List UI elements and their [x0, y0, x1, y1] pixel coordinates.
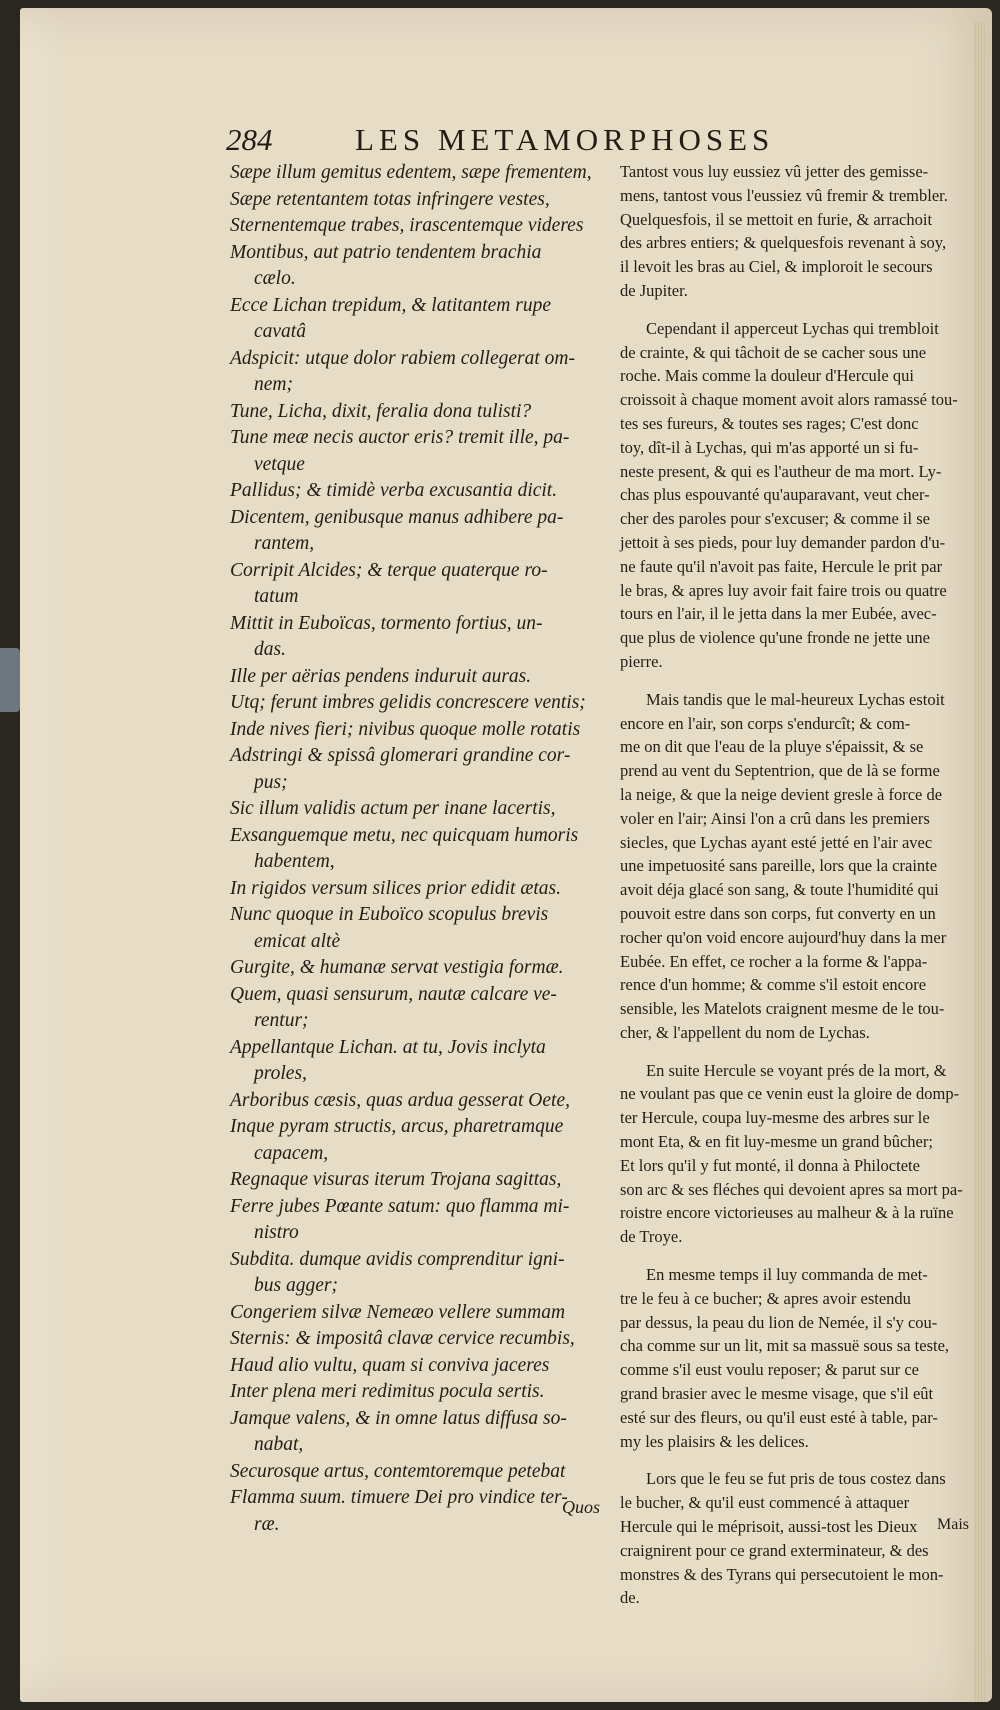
latin-verse-line: cælo.	[254, 268, 296, 289]
french-text-line: pierre.	[620, 651, 663, 671]
french-text-line: ter Hercule, coupa luy-mesme des arbres sur le	[620, 1108, 930, 1128]
french-text-line: En mesme temps il luy commanda de met-	[646, 1265, 928, 1285]
french-text-line: Quelquesfois, il se mettoit en furie, & arrachoit	[620, 209, 933, 229]
french-text-line: sensible, les Matelots craignent mesme de le tou-	[620, 999, 945, 1019]
french-text-line: de crainte, & qui tâchoit de se cacher sous une	[620, 342, 927, 362]
latin-verse-line: bus agger;	[254, 1275, 338, 1296]
french-text-line: prend au vent du Septentrion, que de là se forme	[620, 761, 940, 781]
page-header	[0, 122, 1000, 162]
latin-verse-line: Flamma suum. timuere Dei pro vindice ter-	[230, 1487, 568, 1508]
french-text-line: pouvoit estre dans son corps, fut converty en un	[620, 903, 936, 923]
latin-verse-line: Ille per aërias pendens induruit auras.	[230, 665, 532, 687]
latin-verse-line: emicat altè	[254, 930, 341, 952]
latin-verse-line: Montibus, aut patrio tendentem brachia	[230, 241, 542, 263]
french-text-line: comme s'il eust voulu reposer; & parut sur ce	[620, 1360, 919, 1380]
latin-verse-line: Tune meæ necis auctor eris? tremit ille, pa-	[230, 427, 570, 448]
french-text-line: cher, & l'appellent du nom de Lychas.	[620, 1022, 870, 1042]
latin-verse-line: In rigidos versum silices prior edidit ætas.	[230, 877, 561, 899]
french-paragraph	[620, 1467, 972, 1610]
french-catchword: Mais	[937, 1516, 969, 1533]
latin-verse-line: Nunc quoque in Euboïco scopulus brevis	[230, 904, 549, 925]
french-paragraph	[620, 1059, 972, 1249]
latin-verse-line: nistro	[254, 1222, 299, 1243]
latin-verse-line: Sternis: & impositâ clavæ cervice recumbis,	[230, 1328, 575, 1349]
french-text-line: tes ses fureurs, & toutes ses rages; C'est donc	[620, 413, 919, 433]
latin-verse-line: Haud alio vultu, quam si convivа jaceres	[230, 1354, 550, 1376]
latin-verse-line: pus;	[254, 771, 288, 793]
french-text-line: encore en l'air, son corps s'endurcît; & com-	[620, 713, 911, 733]
latin-verse-line: das.	[254, 639, 286, 660]
french-text-line: ne faute qu'il n'avoit pas faite, Hercule le prit par	[620, 556, 943, 576]
french-text-line: Lors que le feu se fut pris de tous costez dans	[646, 1469, 946, 1489]
latin-verse-line: Adspicit: utque dolor rabiem collegerat om-	[230, 347, 575, 369]
french-text-line: siecles, que Lychas ayant esté jetté en l'air avec	[620, 832, 933, 852]
french-text-line: grand brasier avec le mesme visage, que s'il eût	[620, 1384, 934, 1404]
latin-verse-line: Congeriem silvæ Nemeæo vellere summam	[230, 1301, 566, 1323]
french-text-line: monstres & des Tyrans qui persecutoient le mon-	[620, 1564, 944, 1584]
latin-verse-line: Dicentem, genibusque manus adhibere pa-	[230, 506, 564, 528]
page-number: 284	[226, 122, 273, 157]
french-text-line: par dessus, la peau du lion de Nemée, il s'y cou-	[620, 1312, 938, 1332]
latin-verse-line: Sternentemque trabes, irascentemque videres	[230, 215, 584, 236]
french-paragraph	[620, 688, 972, 1045]
french-text-line: Et lors qu'il y fut monté, il donna à Philoctete	[620, 1155, 920, 1175]
french-text-line: Mais tandis que le mal-heureux Lychas estoit	[646, 689, 945, 709]
latin-verse-line: Corripit Alcides; & terque quaterque ro-	[230, 559, 548, 581]
latin-verse-line: proles,	[254, 1063, 307, 1084]
french-text-line: toy, dît-il à Lychas, qui m'as apporté un si fu-	[620, 437, 919, 457]
french-text-line: que plus de violence qu'une fronde ne jette une	[620, 628, 930, 648]
french-text-line: avoit déja glacé son sang, & toute l'humidité qui	[620, 880, 939, 900]
french-text-line: la neige, & que la neige devient gresle à force de	[620, 784, 943, 804]
french-text-line: mont Eta, & en fit luy-mesme un grand bûcher;	[620, 1132, 933, 1152]
french-text-line: de Troye.	[620, 1227, 683, 1247]
french-text-line: me on dit que l'eau de la pluye s'épaissit, & se	[620, 737, 924, 757]
french-text-line: des arbres entiers; & quelquesfois revenant à soy,	[620, 233, 947, 253]
french-text-line: cher des paroles pour s'excuser; & comme il se	[620, 509, 930, 529]
french-text-line: il levoit les bras au Ciel, & imploroit le secours	[620, 257, 933, 277]
french-text-line: Cependant il apperceut Lychas qui trembloit	[646, 318, 939, 338]
french-text-line: mens, tantost vous l'eussiez vû fremir & trembler.	[620, 185, 948, 205]
french-text-line: Eubée. En effet, ce rocher a la forme & l'appa-	[620, 951, 928, 971]
latin-verse-line: ræ.	[254, 1513, 280, 1535]
latin-verse-line: Inter plena meri redimitus pocula sertis.	[230, 1381, 545, 1402]
latin-verse-line: Subdita. dumque avidis comprenditur igni-	[230, 1248, 565, 1270]
latin-verse-line: Gurgite, & humanæ servat vestigia formæ.	[230, 957, 564, 978]
french-text-line: de Jupiter.	[620, 280, 688, 300]
latin-verse-line: Jamque valens, & in omne latus diffusa so-	[230, 1407, 567, 1429]
french-text-line: chas plus espouvanté qu'auparavant, veut cher-	[620, 485, 930, 505]
french-text-line: rence d'un homme; & comme s'il estoit encore	[620, 975, 927, 995]
latin-verse-line: nem;	[254, 374, 293, 395]
latin-verse-line: Sæpe retentantem totas infringere vestes,	[230, 188, 550, 210]
french-text-line: croissoit à chaque moment avoit alors ramassé tou-	[620, 390, 958, 410]
latin-verse-line: Quem, quasi sensurum, nautæ calcare ve-	[230, 983, 557, 1005]
french-text-line: Hercule qui le méprisoit, aussi-tost les Dieux	[620, 1517, 918, 1537]
french-text-line: roistre encore victorieuses au malheur & à la ruïne	[620, 1203, 954, 1223]
french-text-line: tours en l'air, il le jetta dans la mer Eubée, avec-	[620, 604, 937, 624]
latin-verse-column	[230, 160, 610, 1538]
french-text-line: cha comme sur un lit, mit sa massuë sous sa teste,	[620, 1336, 950, 1356]
french-text-line: tre le feu à ce bucher; & apres avoir estendu	[620, 1288, 911, 1308]
latin-verse-line: Appellantque Lichan. at tu, Jovis inclyta	[230, 1036, 546, 1058]
french-text-line: une impetuosité sans pareille, lors que la crainte	[620, 856, 938, 876]
french-text-line: roche. Mais comme la douleur d'Hercule qui	[620, 366, 914, 386]
french-text-line: En suite Hercule se voyant prés de la mort, &	[646, 1060, 947, 1080]
french-text-line: son arc & ses fléches qui devoient apres sa mort pa-	[620, 1179, 963, 1199]
french-text-line: de.	[620, 1588, 640, 1608]
french-text-line: rocher qu'on void encore aujourd'huy dans la mer	[620, 927, 947, 947]
latin-verse-line: Securosque artus, contemtoremque petebat	[230, 1460, 566, 1482]
latin-verse-line: Regnaque visuras iterum Trojana sagittas,	[230, 1169, 562, 1190]
latin-verse-line: Utq; ferunt imbres gelidis concrescere ventis;	[230, 692, 586, 713]
french-text-line: esté sur des fleurs, ou qu'il eust esté à table, par-	[620, 1407, 938, 1427]
latin-verse-line: Pallidus; & timidè verba excusantia dicit.	[230, 480, 558, 501]
latin-verse-line: Exsanguemque metu, nec quicquam humoris	[230, 824, 579, 846]
latin-verse-line: Inde nives fieri; nivibus quoque molle rotatis	[230, 718, 581, 740]
latin-verse-line: Inque pyram structis, arcus, pharetramque	[230, 1116, 564, 1137]
french-text-line: neste present, & qui es l'autheur de ma mort. Ly-	[620, 461, 942, 481]
page-fore-edge	[974, 22, 986, 1702]
latin-verse-line: rentur;	[254, 1010, 309, 1031]
latin-verse-line: Sæpe illum gemitus edentem, sæpe frementem,	[230, 162, 592, 183]
french-text-line: ne voulant pas que ce venin eust la gloire de domp-	[620, 1084, 960, 1104]
french-paragraph	[620, 1263, 972, 1453]
page-tab-marker	[0, 648, 20, 712]
french-text-line: craignirent pour ce grand exterminateur, & des	[620, 1540, 929, 1560]
latin-verse-line: Adstringi & spissâ glomerari grandine cor-	[230, 745, 571, 766]
french-text-line: voler en l'air; Ainsi l'on a crû dans les premiers	[620, 808, 930, 828]
french-paragraph	[620, 160, 972, 303]
latin-verse-line: Ecce Lichan trepidum, & latitantem rupe	[230, 294, 551, 316]
french-paragraph	[620, 317, 972, 674]
french-text-line: le bras, & apres luy avoir fait faire trois ou quatre	[620, 580, 947, 600]
latin-verse-line: Mittit in Euboïcas, tormento fortius, un-	[230, 612, 543, 634]
latin-verse-line: nabat,	[254, 1434, 304, 1455]
latin-verse-line: rantem,	[254, 533, 315, 554]
french-text-line: Tantost vous luy eussiez vû jetter des gemisse-	[620, 162, 929, 181]
latin-verse-line: tatum	[254, 586, 299, 607]
latin-verse-line: cavatâ	[254, 321, 306, 342]
latin-verse-line: habentem,	[254, 851, 335, 872]
french-text-line: jettoit à ses pieds, pour luy demander pardon d'u-	[620, 532, 946, 552]
french-prose-column	[620, 160, 972, 1624]
french-text-line: le bucher, & qu'il eust commencé à attaquer	[620, 1493, 910, 1513]
latin-verse-line: capacem,	[254, 1142, 329, 1164]
latin-verse-line: Arboribus cæsis, quas ardua gesserat Oete,	[230, 1089, 570, 1111]
latin-verse-line: Sic illum validis actum per inane lacertis,	[230, 798, 556, 819]
french-text-line: my les plaisirs & les delices.	[620, 1431, 809, 1451]
running-title: LES METAMORPHOSES	[355, 122, 775, 157]
latin-verse-line: Tune, Licha, dixit, feralia dona tulisti?	[230, 400, 532, 422]
latin-verse-line: Ferre jubes Pœante satum: quo flamma mi-	[230, 1195, 570, 1217]
latin-verse-line: vetque	[254, 453, 305, 475]
latin-catchword: Quos	[562, 1497, 601, 1517]
